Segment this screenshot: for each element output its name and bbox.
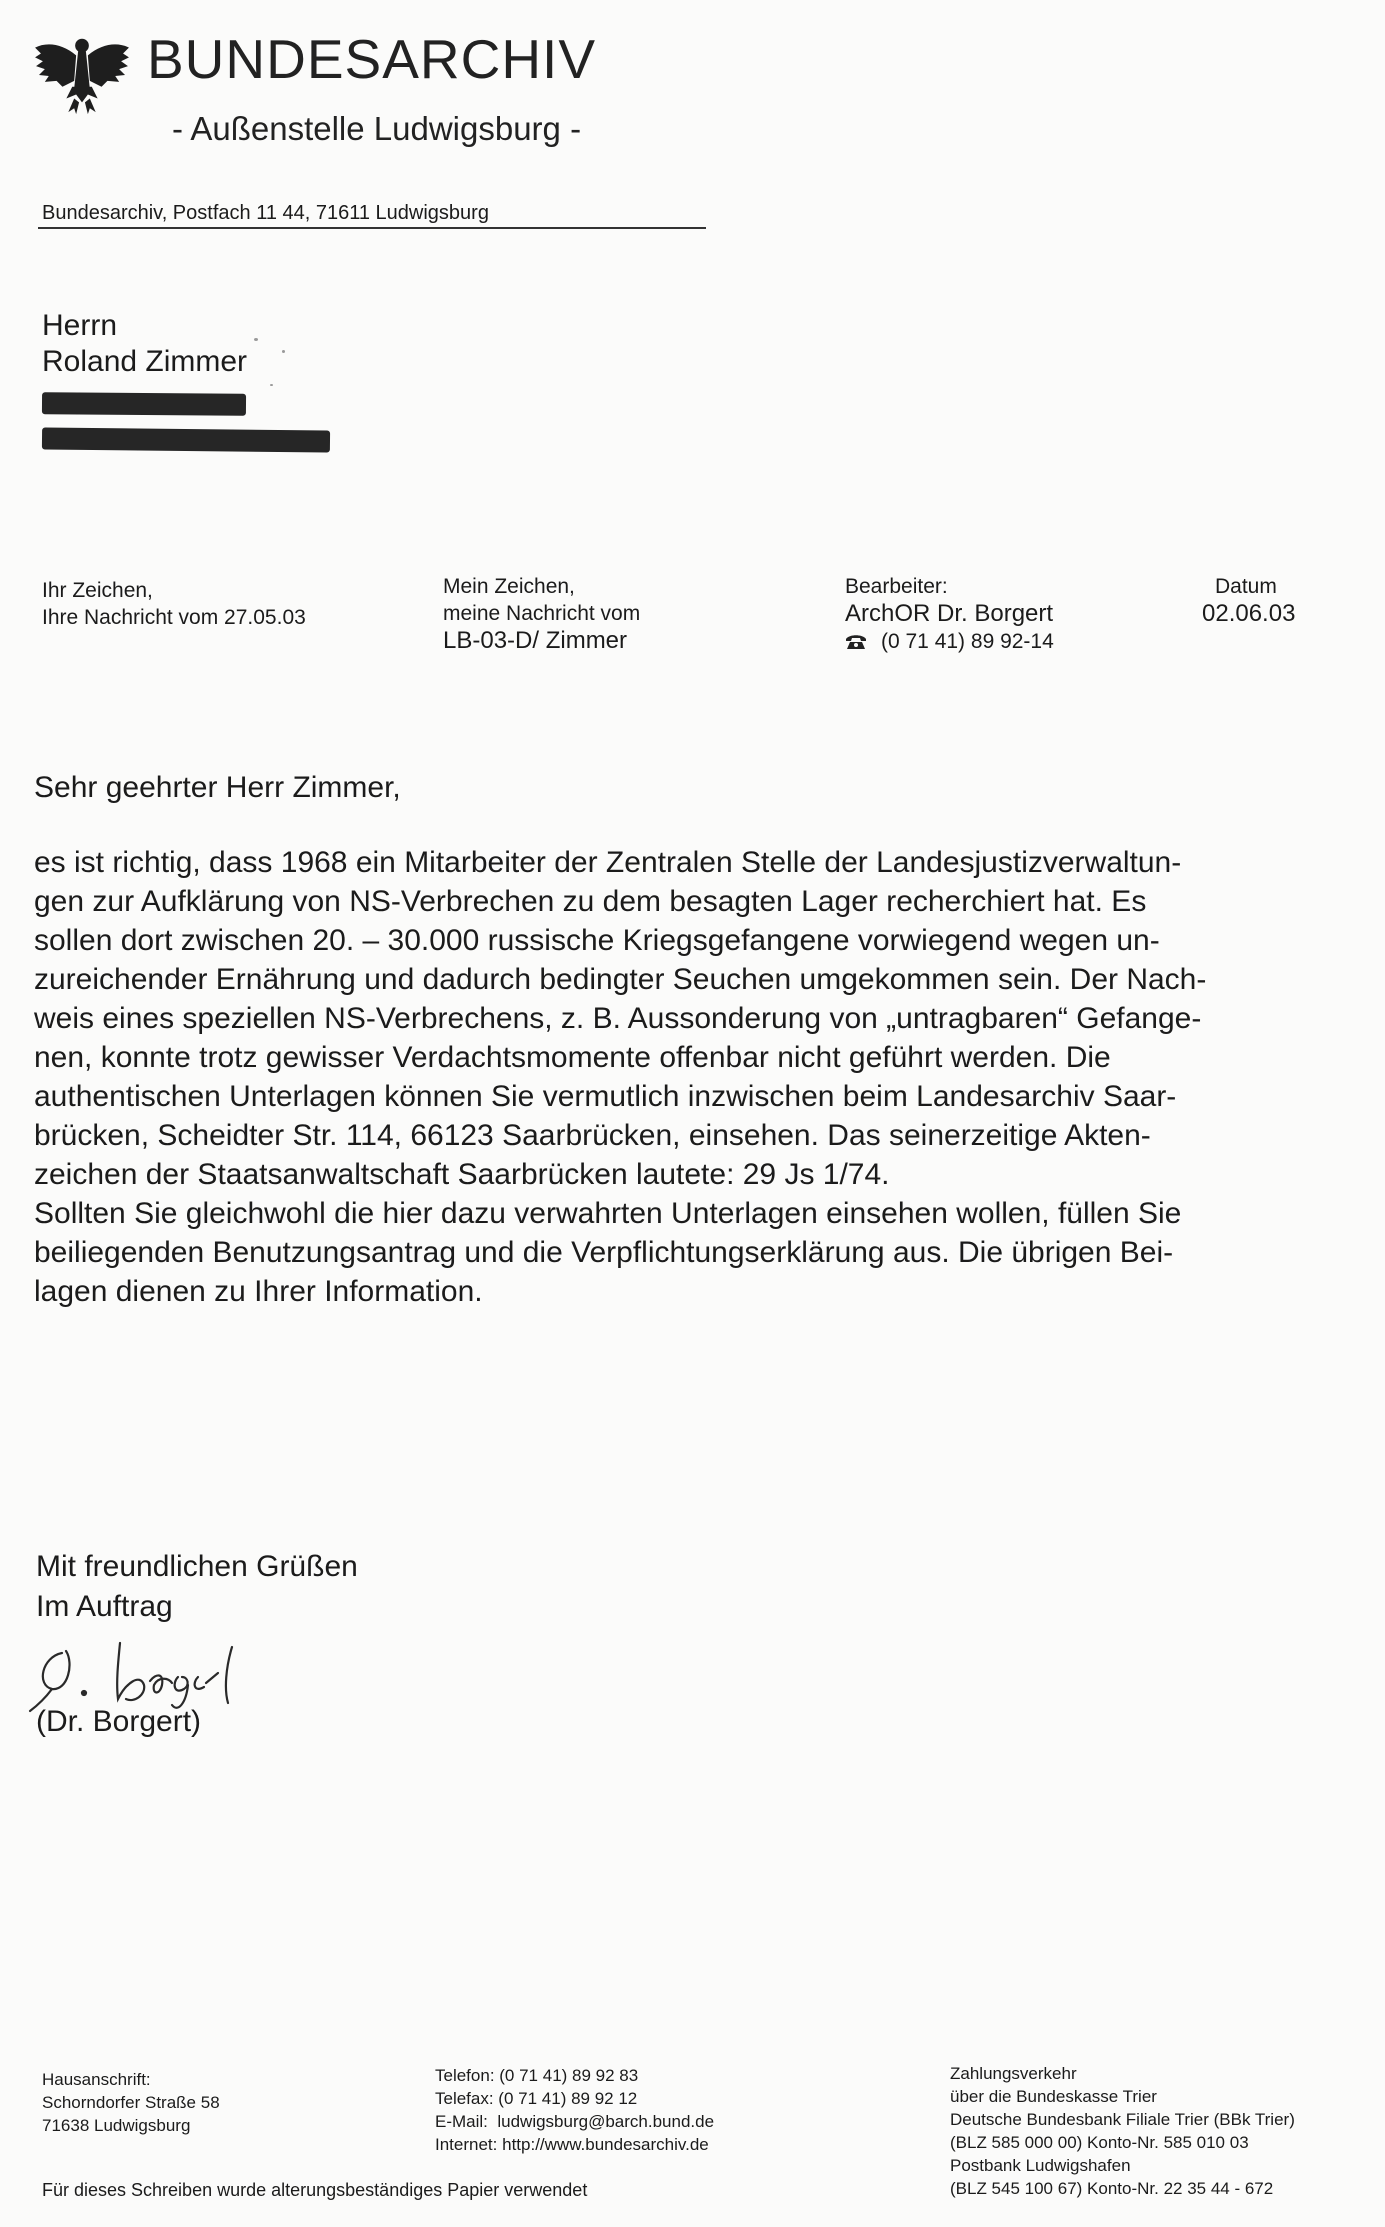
handler-name: ArchOR Dr. Borgert	[845, 600, 1054, 627]
footer-fax: Telefax: (0 71 41) 89 92 12	[435, 2089, 638, 2108]
letter-body	[34, 843, 1344, 1311]
body-line: zureichender Ernährung und dadurch bedingter Seuchen umgekommen sein. Der Nach-	[34, 963, 1207, 996]
scan-speck	[270, 384, 273, 386]
footer-payment-label: Zahlungsverkehr	[950, 2064, 1077, 2083]
body-line: beiliegenden Benutzungsantrag und die Verpflichtungserklärung aus. Die übrigen Bei-	[34, 1236, 1174, 1269]
body-line: nen, konnte trotz gewisser Verdachtsmomente offenbar nicht geführt werden. Die	[34, 1041, 1111, 1074]
footer-payment-via: über die Bundeskasse Trier	[950, 2087, 1157, 2106]
organization-name: BUNDESARCHIV	[147, 28, 597, 90]
footer-bank2-account: (BLZ 545 100 67) Konto-Nr. 22 35 44 - 672	[950, 2179, 1274, 2198]
return-address: Bundesarchiv, Postfach 11 44, 71611 Ludwigsburg	[42, 202, 489, 224]
my-reference	[443, 573, 640, 655]
body-line: sollen dort zwischen 20. – 30.000 russische Kriegsgefangene vorwiegend wegen un-	[34, 924, 1160, 957]
footer-payment	[950, 2062, 1295, 2200]
date-value: 02.06.03	[1202, 600, 1296, 627]
redacted-street	[42, 392, 246, 415]
my-message-label: meine Nachricht vom	[443, 602, 641, 625]
recipient-name: Roland Zimmer	[42, 345, 248, 378]
closing-greeting: Mit freundlichen Grüßen	[36, 1550, 358, 1583]
handler-label: Bearbeiter:	[845, 575, 948, 598]
footer-city: 71638 Ludwigsburg	[42, 2116, 191, 2135]
footer-email-link[interactable]: ludwigsburg@barch.bund.de	[497, 2112, 715, 2131]
closing-on-behalf: Im Auftrag	[36, 1590, 173, 1623]
body-line: authentischen Unterlagen können Sie vermutlich inzwischen beim Landesarchiv Saar-	[34, 1080, 1177, 1113]
recipient-salutation-line: Herrn	[42, 309, 118, 342]
recipient-block	[42, 308, 247, 380]
footer-bank1: Deutsche Bundesbank Filiale Trier (BBk Trier)	[950, 2110, 1295, 2129]
scan-speck	[254, 338, 258, 341]
organization-branch: - Außenstelle Ludwigsburg -	[172, 110, 582, 147]
handler-block	[845, 573, 1054, 655]
footer-address-label: Hausanschrift:	[42, 2070, 151, 2089]
body-line: es ist richtig, dass 1968 ein Mitarbeiter der Zentralen Stelle der Landesjustizverwaltun-	[34, 846, 1182, 879]
footer-internet-label: Internet:	[435, 2135, 498, 2154]
body-line: brücken, Scheidter Str. 114, 66123 Saarbrücken, einsehen. Das seinerzeitige Akten-	[34, 1119, 1151, 1152]
your-reference	[42, 577, 306, 631]
telephone-icon	[845, 634, 867, 650]
body-line: gen zur Aufklärung von NS-Verbrechen zu dem besagten Lager recherchiert hat. Es	[34, 885, 1147, 918]
footer-contact	[435, 2064, 714, 2156]
footer-internet-row	[435, 2133, 714, 2156]
footer-email-row	[435, 2110, 714, 2133]
my-ref-value: LB-03-D/ Zimmer	[443, 627, 628, 654]
signer-name: (Dr. Borgert)	[36, 1705, 202, 1738]
letter-salutation: Sehr geehrter Herr Zimmer,	[34, 771, 401, 804]
federal-eagle-icon	[33, 30, 131, 118]
body-line: zeichen der Staatsanwaltschaft Saarbrücken lautete: 29 Js 1/74.	[34, 1158, 890, 1191]
footer-bank1-account: (BLZ 585 000 00) Konto-Nr. 585 010 03	[950, 2133, 1249, 2152]
date-label: Datum	[1215, 575, 1277, 598]
footer-phone: Telefon: (0 71 41) 89 92 83	[435, 2066, 639, 2085]
scan-speck	[282, 350, 285, 353]
body-line: weis eines speziellen NS-Verbrechens, z. B. Aussonderung von „untragbaren“ Gefange-	[34, 1002, 1202, 1035]
your-message-date: Ihre Nachricht vom 27.05.03	[42, 606, 306, 629]
footer-email-label: E-Mail:	[435, 2112, 488, 2131]
body-line: Sollten Sie gleichwohl die hier dazu verwahrten Unterlagen einsehen wollen, füllen Sie	[34, 1197, 1182, 1230]
my-ref-label: Mein Zeichen,	[443, 575, 575, 598]
footer-paper-note: Für dieses Schreiben wurde alterungsbeständiges Papier verwendet	[42, 2180, 588, 2200]
date-block	[1202, 573, 1296, 628]
footer-bank2: Postbank Ludwigshafen	[950, 2156, 1131, 2175]
closing-block	[36, 1547, 358, 1627]
body-line: lagen dienen zu Ihrer Information.	[34, 1275, 483, 1308]
footer-street: Schorndorfer Straße 58	[42, 2093, 220, 2112]
footer-address	[42, 2068, 220, 2137]
footer-internet-link[interactable]: http://www.bundesarchiv.de	[502, 2135, 709, 2154]
return-address-underline	[38, 227, 706, 229]
handler-phone: (0 71 41) 89 92-14	[881, 630, 1054, 653]
handler-phone-row	[845, 628, 1054, 655]
redacted-city	[42, 427, 330, 452]
your-ref-label: Ihr Zeichen,	[42, 579, 153, 602]
